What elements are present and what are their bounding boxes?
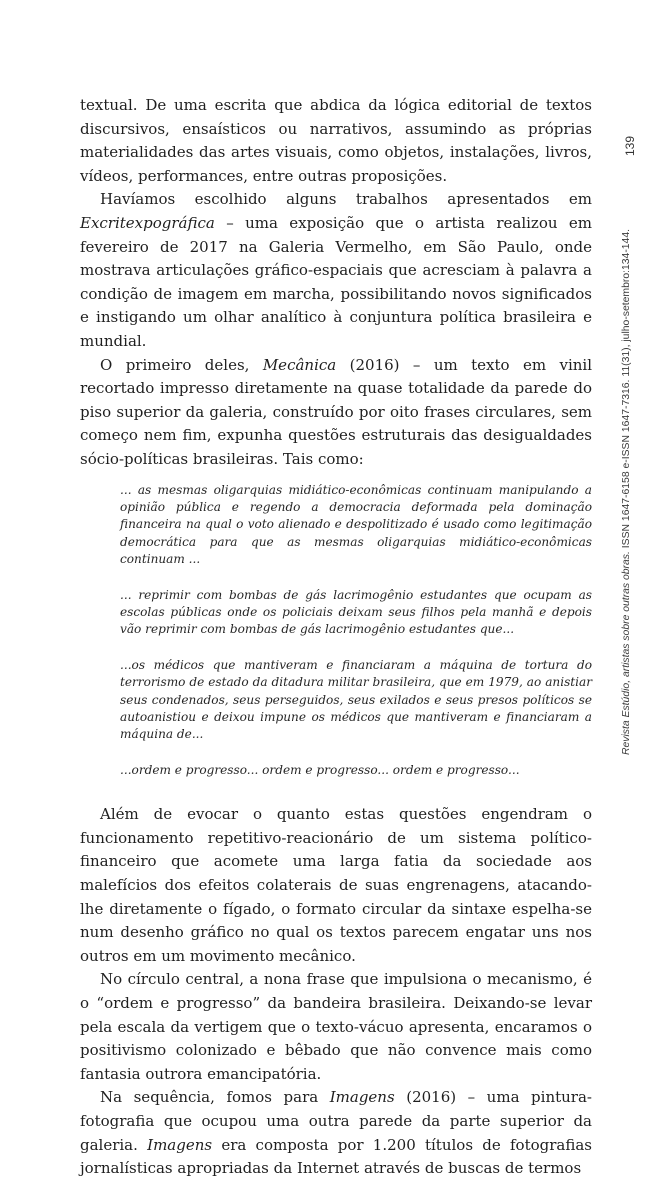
italic-title: Imagens (147, 1135, 213, 1154)
page-number: 139 (623, 135, 637, 157)
paragraphs-after-quotes (80, 803, 592, 1181)
body-paragraph (80, 803, 592, 968)
body-paragraph (80, 354, 592, 472)
paragraph-text: (2016) – uma pintura-fotografia que ocupou uma outra parede da parte superior da galeria. (80, 1088, 592, 1154)
paragraph-text: textual. De uma escrita que abdica da lógica editorial de textos discursivos, ensaísticos ou narrativos, assumindo as próprias materialidades das artes visuais, como objetos, instalações, livros, vídeos, performances, entre outras proposições. (80, 96, 592, 185)
italic-title: Excritexpográfica (80, 213, 215, 232)
paragraph-text: – uma exposição que o artista realizou em fevereiro de 2017 na Galeria Vermelho, em São Paulo, onde mostrava articulações gráfico-espaciais que acresciam à palavra a condição de imagem em marcha, possibilitando novos significados e instigando um olhar analítico à conjuntura política brasileira e mundial. (80, 213, 592, 350)
paragraph-text: Havíamos escolhido alguns trabalhos apresentados em (100, 190, 592, 209)
italic-title: Imagens (329, 1088, 395, 1107)
paragraph-text: era composta por 1.200 títulos de fotografias jornalísticas apropriadas da Internet através de buscas de termos (80, 1135, 592, 1178)
body-paragraph (80, 188, 592, 353)
quotation: ...os médicos que mantiveram e financiaram a máquina de tortura do terrorismo de estado da ditadura militar brasileira, que em 1979, ao anistiar seus condenados, seus perseguidos, seus exilados e seus presos políticos se autoanistiou e deixou impune os médicos que mantiveram e financiaram a máquina de... (120, 657, 592, 742)
quotation: ... reprimir com bombas de gás lacrimogênio estudantes que ocupam as escolas públicas onde os policiais deixam seus filhos pela manhã e depois vão reprimir com bombas de gás lacrimogênio estudantes que... (120, 587, 592, 637)
italic-title: Mecânica (262, 355, 337, 374)
running-head-journal: Revista Estúdio, (621, 679, 632, 755)
paragraph-text: (2016) – um texto em vinil recortado impresso diretamente na quase totalidade da parede do piso superior da galeria, construído por oito frases circulares, sem começo nem fim, expunha questões estruturais das desigualdades sócio-políticas brasileiras. Tais como: (80, 355, 593, 468)
quotation-block (120, 482, 592, 780)
body-paragraph (80, 968, 592, 1086)
paragraph-text: No círculo central, a nona frase que impulsiona o mecanismo, é o “ordem e progresso” da bandeira brasileira. Deixando-se levar pela escala da vertigem que o texto-vácuo apresenta, encaramos o positivismo colonizado e bêbado que não convence mais como fantasia outrora emancipatória. (80, 970, 592, 1083)
body-paragraph (80, 1086, 592, 1180)
body-paragraph (80, 94, 592, 188)
paragraph-text: Além de evocar o quanto estas questões engendram o funcionamento repetitivo-reacionário de um sistema político-financeiro que acomete uma larga fatia da sociedade aos malefícios dos efeitos colaterais de suas engrenagens, atacando-lhe diretamente o fígado, o formato circular da sintaxe espelha-se num desenho gráfico no qual os textos parecem engatar uns nos outros em um movimento mecânico. (80, 805, 592, 965)
quotation: ... as mesmas oligarquias midiático-econômicas continuam manipulando a opinião pública e regendo a democracia deformada pela dominação financeira na qual o voto alienado e despolitizado é usado como legitimação democrática para que as mesmas oligarquias midiático-econômicas continuam ... (120, 482, 592, 567)
quotation: ...ordem e progresso... ordem e progresso... ordem e progresso... (120, 762, 520, 777)
running-head-series: artistas sobre outras obras. (621, 551, 632, 680)
paragraphs-before-quotes (80, 94, 592, 472)
paragraph-text: O primeiro deles, (100, 355, 263, 374)
running-head (621, 228, 641, 755)
running-head-issn: ISSN 1647-6158 e-ISSN 1647-7316. 11(31), julho-setembro:134-144. (621, 228, 632, 552)
body-text-column (80, 94, 592, 1181)
paragraph-text: Na sequência, fomos para (100, 1088, 330, 1107)
